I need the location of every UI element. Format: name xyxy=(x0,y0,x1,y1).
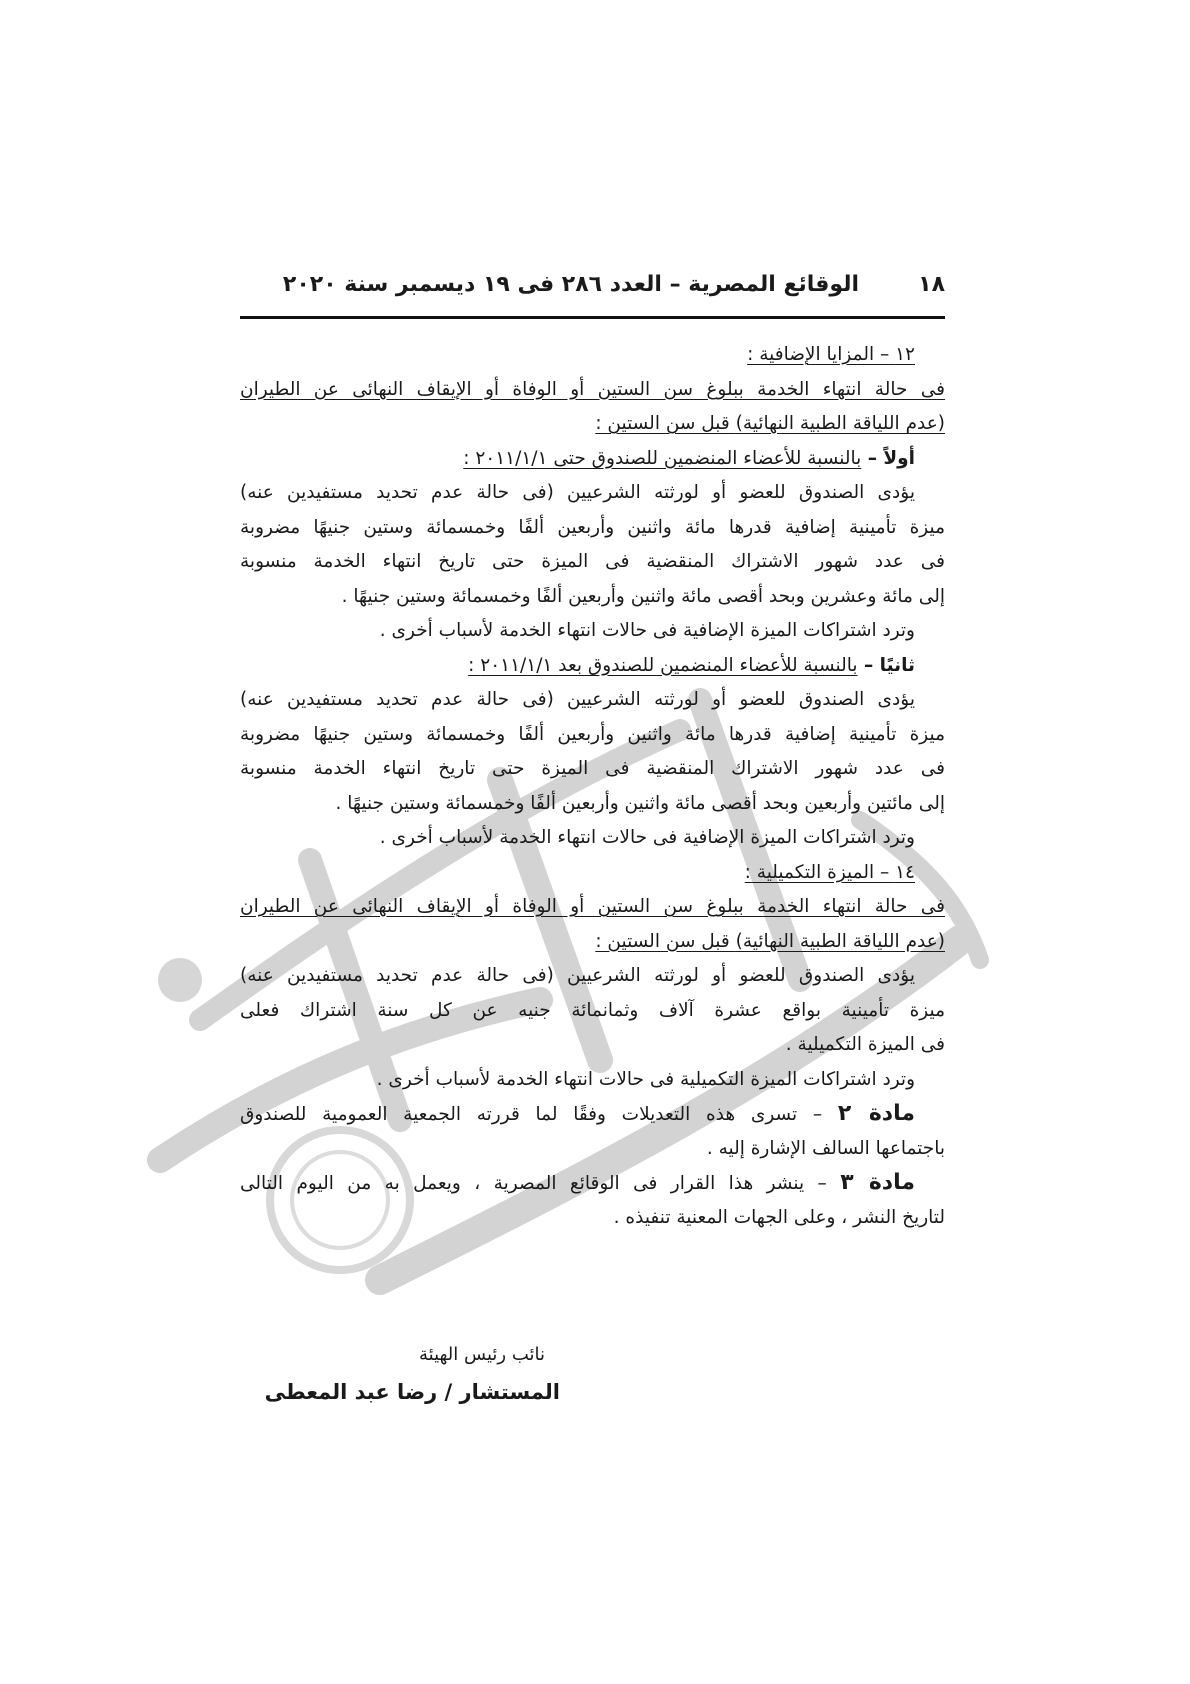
section-12-condition-line-1: فى حالة انتهاء الخدمة ببلوغ سن الستين أو الوفاة أو الإيقاف النهائى عن الطيران xyxy=(240,378,945,400)
article-2-line-2: باجتماعها السالف الإشارة إليه . xyxy=(706,1137,945,1159)
article-3-line-1: مادة ٣ – ينشر هذا القرار فى الوقائع المصرية ، ويعمل به من اليوم التالى xyxy=(240,1170,915,1195)
page-header xyxy=(240,268,945,318)
first-clause-line-4: إلى مائة وعشرين وبحد أقصى مائة واثنين وأربعين ألفًا وخمسمائة وستين جنيهًا . xyxy=(341,585,945,607)
second-clause-line-4: إلى مائتين وأربعين وبحد أقصى مائة واثنين وأربعين ألفًا وخمسمائة وستين جنيهًا . xyxy=(335,792,945,814)
document-body xyxy=(240,338,945,1235)
first-clause-line-2: ميزة تأمينية إضافية قدرها مائة واثنين وأربعين ألفًا وخمسمائة وستين جنيهًا مضروبة xyxy=(240,516,945,538)
article-3-line-2: لتاريخ النشر ، وعلى الجهات المعنية تنفيذه . xyxy=(613,1206,945,1228)
article-2-line-1: مادة ٢ – تسرى هذه التعديلات وفقًا لما قررته الجمعية العمومية للصندوق xyxy=(240,1101,915,1126)
article-3-label: مادة ٣ xyxy=(840,1170,915,1195)
signature-block xyxy=(240,1338,945,1412)
page-number: ١٨ xyxy=(918,272,945,297)
first-clause-heading: أولاً – بالنسبة للأعضاء المنضمين للصندوق حتى ٢٠١١/١/١ : xyxy=(463,447,915,469)
second-clause-line-3: فى عدد شهور الاشتراك المنقضية فى الميزة حتى تاريخ انتهاء الخدمة منسوبة xyxy=(240,758,945,779)
first-clause-line-1: يؤدى الصندوق للعضو أو لورثته الشرعيين (فى حالة عدم تحديد مستفيدين عنه) xyxy=(240,482,915,503)
second-clause-line-5: وترد اشتراكات الميزة الإضافية فى حالات انتهاء الخدمة لأسباب أخرى . xyxy=(379,827,915,848)
section-14-condition-line-1: فى حالة انتهاء الخدمة ببلوغ سن الستين أو الوفاة أو الإيقاف النهائى عن الطيران xyxy=(240,896,945,917)
section-12-condition-line-2: (عدم اللياقة الطبية النهائية) قبل سن الستين : xyxy=(595,413,945,434)
second-clause-line-2: ميزة تأمينية إضافية قدرها مائة واثنين وأربعين ألفًا وخمسمائة وستين جنيهًا مضروبة xyxy=(240,723,945,745)
section-14-heading: ١٤ – الميزة التكميلية : xyxy=(744,861,915,883)
medical-fitness-note: (عدم اللياقة الطبية النهائية) xyxy=(735,413,945,434)
section-14-line-1: يؤدى الصندوق للعضو أو لورثته الشرعيين (فى حالة عدم تحديد مستفيدين عنه) xyxy=(240,965,915,986)
article-2-label: مادة ٢ xyxy=(837,1101,915,1126)
signatory-name: المستشار / رضا عبد المعطى xyxy=(264,1380,560,1404)
section-14-condition-line-2: (عدم اللياقة الطبية النهائية) قبل سن الستين : xyxy=(595,930,945,952)
section-14-line-4: وترد اشتراكات الميزة التكميلية فى حالات انتهاء الخدمة لأسباب أخرى . xyxy=(376,1068,915,1090)
section-14-line-3: فى الميزة التكميلية . xyxy=(785,1034,945,1055)
section-12-heading: ١٢ – المزايا الإضافية : xyxy=(747,344,915,365)
first-clause-line-5: وترد اشتراكات الميزة الإضافية فى حالات انتهاء الخدمة لأسباب أخرى . xyxy=(379,620,915,641)
gazette-title: الوقائع المصرية – العدد ٢٨٦ فى ١٩ ديسمبر سنة ٢٠٢٠ xyxy=(282,272,859,297)
second-clause-heading: ثانيًا – بالنسبة للأعضاء المنضمين للصندوق بعد ٢٠١١/١/١ : xyxy=(468,654,915,676)
section-14-line-2: ميزة تأمينية بواقع عشرة آلاف وثمانمائة جنيه عن كل سنة اشتراك فعلى xyxy=(240,999,945,1021)
second-clause-line-1: يؤدى الصندوق للعضو أو لورثته الشرعيين (فى حالة عدم تحديد مستفيدين عنه) xyxy=(240,689,915,710)
first-clause-line-3: فى عدد شهور الاشتراك المنقضية فى الميزة حتى تاريخ انتهاء الخدمة منسوبة xyxy=(240,551,945,572)
signatory-role: نائب رئيس الهيئة xyxy=(419,1344,545,1365)
header-divider xyxy=(240,316,945,319)
